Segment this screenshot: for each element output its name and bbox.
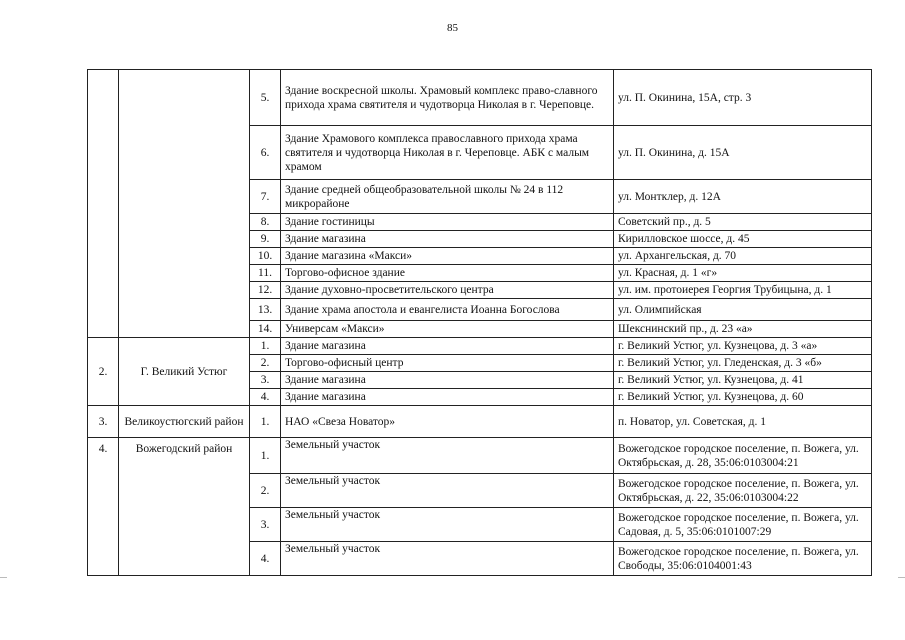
item-number: 12.: [250, 282, 281, 299]
item-number: 2.: [250, 474, 281, 508]
item-number: 10.: [250, 248, 281, 265]
group-number-cell: [88, 70, 119, 338]
item-number: 4.: [250, 542, 281, 576]
object-address: г. Великий Устюг, ул. Кузнецова, д. 41: [614, 372, 872, 389]
item-number: 6.: [250, 126, 281, 180]
edge-mark-right: [898, 577, 905, 578]
item-number: 2.: [250, 355, 281, 372]
object-address: п. Новатор, ул. Советская, д. 1: [614, 406, 872, 438]
object-name: Здание средней общеобразовательной школы № 24 в 112 микрорайоне: [281, 180, 614, 214]
group-number: 3.: [88, 406, 119, 438]
item-number: 1.: [250, 338, 281, 355]
edge-mark-left: [0, 577, 7, 578]
item-number: 11.: [250, 265, 281, 282]
object-address: г. Великий Устюг, ул. Гледенская, д. 3 «б»: [614, 355, 872, 372]
object-name: Здание магазина: [281, 372, 614, 389]
object-address: Советский пр., д. 5: [614, 214, 872, 231]
group-region-cell: [119, 70, 250, 338]
object-name: НАО «Свеза Новатор»: [281, 406, 614, 438]
object-name: Здание гостиницы: [281, 214, 614, 231]
objects-table: [87, 69, 872, 576]
group-region: Великоустюгский район: [119, 406, 250, 438]
item-number: 7.: [250, 180, 281, 214]
object-name: Торгово-офисное здание: [281, 265, 614, 282]
object-address: ул. Олимпийская: [614, 299, 872, 321]
object-name: Здание магазина: [281, 389, 614, 406]
object-address: ул. Монтклер, д. 12А: [614, 180, 872, 214]
object-name: Здание магазина: [281, 231, 614, 248]
object-name: Здание магазина: [281, 338, 614, 355]
item-number: 1.: [250, 438, 281, 474]
object-address: ул. П. Окинина, 15А, стр. 3: [614, 70, 872, 126]
object-name: Земельный участок: [281, 542, 614, 576]
object-name: Земельный участок: [281, 508, 614, 542]
object-name: Здание храма апостола и евангелиста Иоанна Богослова: [281, 299, 614, 321]
item-number: 4.: [250, 389, 281, 406]
group-number: 2.: [88, 338, 119, 406]
object-address: г. Великий Устюг, ул. Кузнецова, д. 60: [614, 389, 872, 406]
item-number: 8.: [250, 214, 281, 231]
object-name: Универсам «Макси»: [281, 321, 614, 338]
group-region: Вожегодский район: [119, 438, 250, 576]
table-row: [88, 70, 872, 126]
object-address: Вожегодское городское поселение, п. Вожега, ул. Садовая, д. 5, 35:06:0101007:29: [614, 508, 872, 542]
object-name: Земельный участок: [281, 438, 614, 474]
item-number: 3.: [250, 508, 281, 542]
object-name: Здание магазина «Макси»: [281, 248, 614, 265]
item-number: 13.: [250, 299, 281, 321]
object-address: ул. Архангельская, д. 70: [614, 248, 872, 265]
object-name: Торгово-офисный центр: [281, 355, 614, 372]
object-address: Вожегодское городское поселение, п. Вожега, ул. Октябрьская, д. 28, 35:06:0103004:21: [614, 438, 872, 474]
group-number: 4.: [88, 438, 119, 576]
object-address: ул. Красная, д. 1 «г»: [614, 265, 872, 282]
object-address: ул. П. Окинина, д. 15А: [614, 126, 872, 180]
object-address: г. Великий Устюг, ул. Кузнецова, д. 3 «а»: [614, 338, 872, 355]
item-number: 14.: [250, 321, 281, 338]
item-number: 5.: [250, 70, 281, 126]
object-name: Земельный участок: [281, 474, 614, 508]
object-address: Вожегодское городское поселение, п. Вожега, ул. Свободы, 35:06:0104001:43: [614, 542, 872, 576]
object-name: Здание воскресной школы. Храмовый комплекс право-славного прихода храма святителя и чудотворца Николая в г. Череповце.: [281, 70, 614, 126]
object-address: ул. им. протоиерея Георгия Трубицына, д. 1: [614, 282, 872, 299]
page-number: 85: [447, 22, 458, 34]
group-region: Г. Великий Устюг: [119, 338, 250, 406]
item-number: 3.: [250, 372, 281, 389]
item-number: 9.: [250, 231, 281, 248]
table-row: [88, 406, 872, 438]
object-address: Кирилловское шоссе, д. 45: [614, 231, 872, 248]
table-row: [88, 438, 872, 474]
object-name: Здание Храмового комплекса православного прихода храма святителя и чудотворца Николая в г. Череповце. АБК с малым храмом: [281, 126, 614, 180]
object-address: Вожегодское городское поселение, п. Вожега, ул. Октябрьская, д. 22, 35:06:0103004:22: [614, 474, 872, 508]
object-address: Шекснинский пр., д. 23 «а»: [614, 321, 872, 338]
object-name: Здание духовно-просветительского центра: [281, 282, 614, 299]
item-number: 1.: [250, 406, 281, 438]
table-row: [88, 338, 872, 355]
